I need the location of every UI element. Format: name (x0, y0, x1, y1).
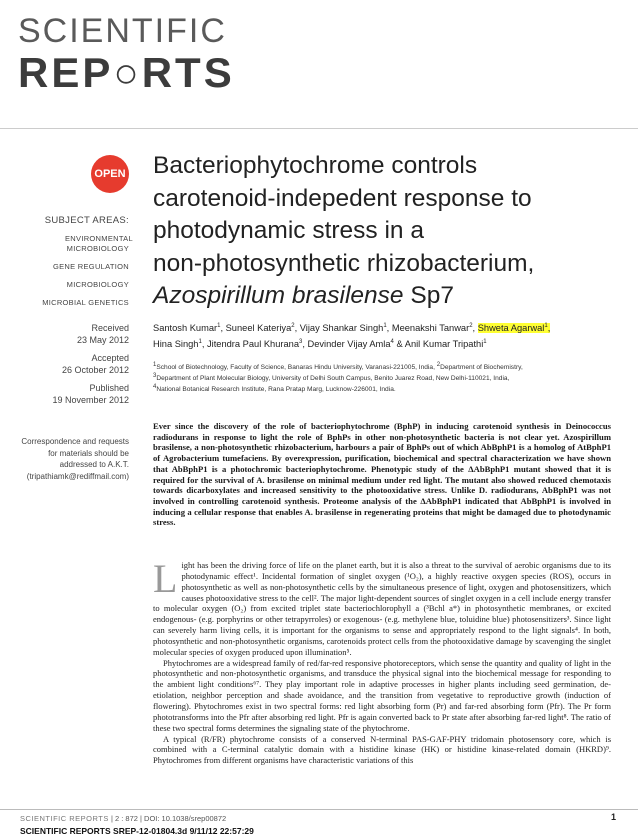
published-date: 19 November 2012 (52, 394, 129, 405)
title-line: carotenoid-indepedent response to (153, 184, 532, 212)
author-name[interactable]: Hina Singh (153, 339, 199, 349)
author-name[interactable]: , Suneel Kateriya (220, 323, 292, 333)
accepted-label: Accepted (91, 353, 129, 363)
affil-sup: 3 (299, 338, 303, 345)
affil-sup: 1 (483, 338, 487, 345)
affiliation-line: $^4$National Botanical Research Institute, Rana Pratap Marg, Lucknow-226001, India. (153, 383, 396, 393)
affil-sup: 4 (390, 338, 394, 345)
subject-heading: SUBJECT AREAS: (44, 215, 129, 226)
author-name[interactable]: Santosh Kumar (153, 323, 218, 333)
body-paragraph: Light has been the driving force of life on the planet earth, but it is also a threat to the survival of aerobic organisms due to its photodynamic effect¹. Incidental formation of singlet oxygen (¹O₂), a highly reactive oxygen species (ROS), occurs in photosynthetic as well as non-photosynthetic cells by the simultaneous presence of light, oxygen and photosensitizers, which causes photooxidative stress to the cell². The major light-dependent sources of singlet oxygen in a cell include energy transfer to molecular oxygen (O₂) from excited triplet state bacteriochlorophyll a (³Bchl a*) in photosynthetic membranes, or excited endogenous- (e.g. porphyrins or other tetrapyrroles) or exogenous- (e.g. methylene blue, toluidine blue) photosensitizers³. Since light can severely harm living cells, it is important for the organisms to sense and appropriately respond to the light signals⁴. In both, photosynthetic and non-photosynthetic organisms, carotenoids protect cells from the photooxidative damage by scavenging the singlet molecular species of oxygen produced upon illumination⁵. (153, 556, 611, 657)
affiliations (153, 363, 623, 395)
author-list (153, 320, 613, 352)
title-strain: Sp7 (403, 282, 454, 309)
title-line (153, 280, 613, 313)
title-species: Azospirillum brasilense (153, 282, 404, 309)
body-paragraph: A typical (R/FR) phytochrome consists of a conserved N-terminal PAS-GAF-PHY tridomain photosensory core, which is combined with a C-terminal catalytic domain with a histidine kinase (HK) or histidine kinase-related domain (HKRD)⁹. Phytochromes from different organisms have characteristic variations of this (153, 733, 611, 766)
title-line: photodynamic stress in a (153, 217, 424, 244)
journal-logo-line1: SCIENTIFIC (18, 12, 227, 50)
article-title (153, 150, 613, 313)
affil-sup: 1 (383, 322, 387, 329)
author-name-highlighted[interactable]: Shweta Agarwal$^1$, (477, 322, 551, 333)
abstract: Ever since the discovery of the role of bacteriophytochrome (BphP) in inducing carotenoid synthesis in Deinococcus radiodurans in response to light the role of BphPs in other non-photosynthetic bacteria is not clear yet. Azospirillum brasilense, a non-photosynthetic rhizobacterium, harbours a pair of BphPs out of which AbBphP1 is a homolog of AtBphP1 of Agrobacterium tumefaciens. By overexpression, purification, biochemical and spectral characterization we have shown that AbBphP1 is a photochromic bacteriophytochrome. Phenotypic study of the ΔAbBphP1 mutant showed that it is required for the survival of A. brasilense on minimal medium under red light. The mutant also showed reduced chemotaxis towards dicarboxylates and increased sensitivity to the photooxidative stress. Unlike D. radiodurans, AbBphP1 was not involved in controlling carotenoid synthesis. Proteome analysis of the ΔAbBphP1 indicated that AbBphP1 is involved in inducing a cellular response that enables A. brasilense in regenerating proteins that might be damaged due to photodynamic stress. (153, 421, 611, 528)
affil-sup: 2 (469, 322, 473, 329)
subject-areas (20, 215, 133, 308)
title-line: non-photosynthetic rhizobacterium, (153, 249, 535, 277)
author-name[interactable]: & Anil Kumar Tripathi (393, 339, 484, 349)
header-divider (0, 128, 638, 129)
author-separator: , (472, 323, 478, 333)
author-line (153, 320, 613, 336)
footer-divider (0, 809, 638, 810)
received-label: Received (91, 323, 129, 333)
correspondence-note: Correspondence and requests for materials should be addressed to A.K.T. (tripathiamk@rediffmail.com) (21, 437, 129, 481)
body-paragraph: Phytochromes are a widespread family of red/far-red responsive photoreceptors, which sense the quantity and quality of light in the photosynthetic and non-photosynthetic organisms, and transduce the physical signal into the biochemical message for responding to the ambient light conditions⁶⁷. They play important role in adaptive processes in higher plants including seed germination, de-etiolation, neighbor perception and shade avoidance, and the transition from vegetative to reproductive growth (induction of flowering). Phytochromes exist in two spectral forms: red light absorbing form (Pr) and far-red absorbing form (Pfr). The Pr form phototransforms into the Pfr after absorbing red light. Pfr is again converted back to Pr state after absorbing far-red light⁸. The ratio of these two spectral forms determines the signaling state of the phytochrome. (153, 657, 611, 733)
accepted-date: 26 October 2012 (61, 364, 129, 375)
drop-cap: L (153, 556, 178, 601)
subject-item[interactable]: GENE REGULATION (52, 262, 129, 271)
journal-logo-line2: REP○RTS (18, 49, 235, 96)
subject-item[interactable]: MICROBIOLOGY (66, 280, 129, 289)
footer-journal: SCIENTIFIC REPORTS (20, 814, 109, 823)
author-name[interactable]: , Vijay Shankar Singh (294, 323, 384, 333)
affil-sup: 1 (217, 322, 221, 329)
author-name[interactable]: , Meenakshi Tanwar (386, 323, 470, 333)
page-number: 1 (610, 812, 616, 822)
article-dates (20, 323, 129, 406)
affiliation-line: $^3$Department of Plant Molecular Biology, University of Delhi South Campus, Benito Juarez Road, New Delhi-110021, India, (153, 372, 510, 382)
published-label: Published (89, 383, 129, 393)
footer-citation (20, 814, 226, 823)
subject-item[interactable]: MICROBIAL GENETICS (42, 298, 129, 307)
affil-sup: 2 (291, 322, 295, 329)
open-access-badge: OPEN (91, 155, 129, 193)
subject-item[interactable]: ENVIRONMENTAL MICROBIOLOGY (65, 234, 133, 253)
article-body (153, 556, 611, 766)
received-date: 23 May 2012 (76, 334, 129, 345)
title-line: Bacteriophytochrome controls (153, 152, 478, 179)
author-name[interactable]: , Devinder Vijay Amla (302, 339, 391, 349)
footer-doi[interactable]: | 2 : 872 | DOI: 10.1038/srep00872 (108, 814, 227, 823)
author-line (153, 336, 613, 352)
production-line: SCIENTIFIC REPORTS SREP-12-01804.3d 9/11/12 22:57:29 (20, 826, 254, 836)
affil-sup: 1 (198, 338, 202, 345)
affiliation-line: $^1$School of Biotechnology, Faculty of Science, Banaras Hindu University, Varanasi-221005, India, $^2$Department of Biochemistry, (153, 361, 523, 371)
author-name[interactable]: , Jitendra Paul Khurana (201, 339, 299, 349)
